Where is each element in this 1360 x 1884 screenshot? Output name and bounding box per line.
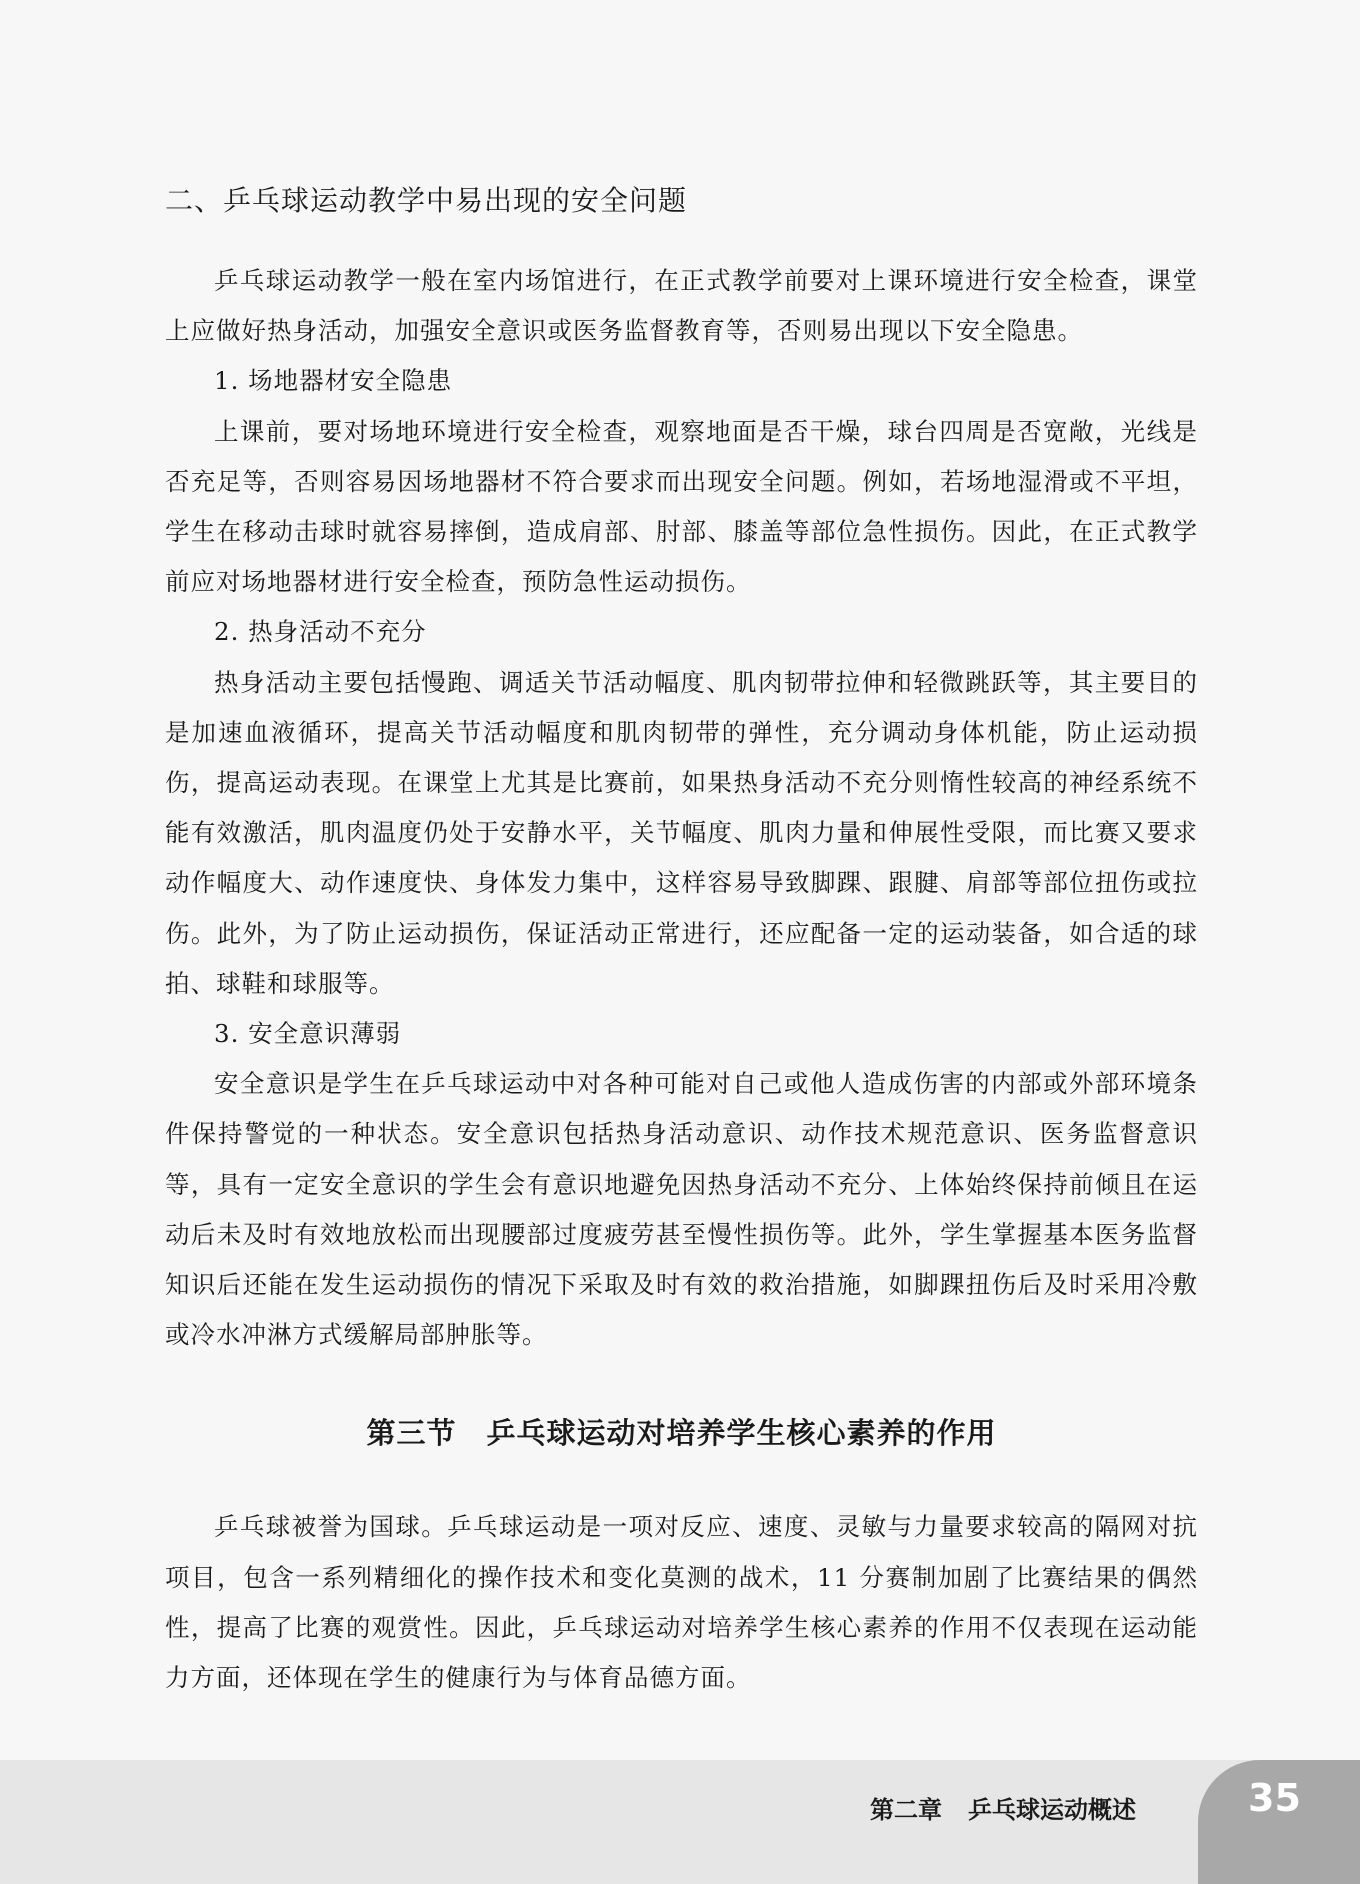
item-1-title: 1. 场地器材安全隐患 — [214, 366, 453, 396]
section-title — [165, 1408, 1198, 1458]
intro-paragraph: 乒乓球运动教学一般在室内场馆进行，在正式教学前要对上课环境进行安全检查，课堂上应做好热身活动，加强安全意识或医务监督教育等，否则易出现以下安全隐患。 — [165, 266, 1198, 346]
page-footer — [0, 1760, 1360, 1884]
item-3-title: 3. 安全意识薄弱 — [214, 1019, 402, 1049]
chapter-number: 第二章 — [870, 1796, 942, 1824]
running-footer — [870, 1790, 1136, 1825]
section-number: 第三节 — [366, 1416, 457, 1451]
item-2-title: 2. 热身活动不充分 — [214, 617, 427, 647]
item-3-body: 安全意识是学生在乒乓球运动中对各种可能对自己或他人造成伤害的内部或外部环境条件保持警觉的一种状态。安全意识包括热身活动意识、动作技术规范意识、医务监督意识等，具有一定安全意识的学生会有意识地避免因热身活动不充分、上体始终保持前倾且在运动后未及时有效地放松而出现腰部过度疲劳甚至慢性损伤等。此外，学生掌握基本医务监督知识后还能在发生运动损伤的情况下采取及时有效的救治措施，如脚踝扭伤后及时采用冷敷或冷水冲淋方式缓解局部肿胀等。 — [165, 1069, 1198, 1350]
subsection-heading: 二、乒乓球运动教学中易出现的安全问题 — [165, 184, 688, 217]
chapter-title: 乒乓球运动概述 — [968, 1796, 1136, 1824]
section-title-text: 乒乓球运动对培养学生核心素养的作用 — [486, 1416, 997, 1451]
item-1-body: 上课前，要对场地环境进行安全检查，观察地面是否干燥，球台四周是否宽敞，光线是否充足等，否则容易因场地器材不符合要求而出现安全问题。例如，若场地湿滑或不平坦，学生在移动击球时就容易摔倒，造成肩部、肘部、膝盖等部位急性损伤。因此，在正式教学前应对场地器材进行安全检查，预防急性运动损伤。 — [165, 416, 1198, 597]
page-number: 35 — [1248, 1776, 1301, 1820]
item-2-body: 热身活动主要包括慢跑、调适关节活动幅度、肌肉韧带拉伸和轻微跳跃等，其主要目的是加速血液循环，提高关节活动幅度和肌肉韧带的弹性，充分调动身体机能，防止运动损伤，提高运动表现。在课堂上尤其是比赛前，如果热身活动不充分则惰性较高的神经系统不能有效激活，肌肉温度仍处于安静水平，关节幅度、肌肉力量和伸展性受限，而比赛又要求动作幅度大、动作速度快、身体发力集中，这样容易导致脚踝、跟腱、肩部等部位扭伤或拉伤。此外，为了防止运动损伤，保证活动正常进行，还应配备一定的运动装备，如合适的球拍、球鞋和球服等。 — [165, 667, 1198, 998]
section-body: 乒乓球被誉为国球。乒乓球运动是一项对反应、速度、灵敏与力量要求较高的隔网对抗项目，包含一系列精细化的操作技术和变化莫测的战术，11 分赛制加剧了比赛结果的偶然性，提高了比赛的观赏性。因此，乒乓球运动对培养学生核心素养的作用不仅表现在运动能力方面，还体现在学生的健康行为与体育品德方面。 — [165, 1512, 1198, 1693]
page-content — [165, 176, 1198, 1703]
page-number-tab — [1198, 1760, 1360, 1884]
